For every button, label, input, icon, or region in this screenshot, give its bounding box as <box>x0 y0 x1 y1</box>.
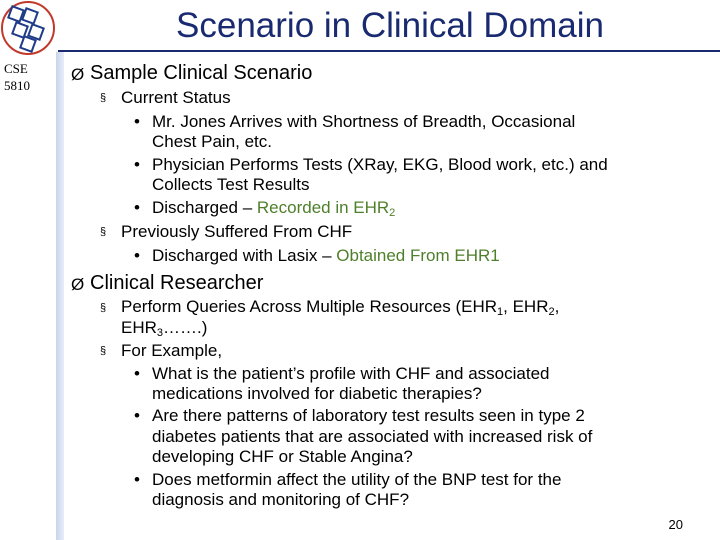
item4-green-text: Obtained From EHR1 <box>336 246 500 265</box>
dot-bullet-icon: • <box>134 112 140 131</box>
current-status-label: Current Status <box>121 88 231 107</box>
perform-b2: …….) <box>163 318 208 337</box>
item4-line <box>152 246 500 266</box>
arrow-bullet-icon: Ø <box>71 275 85 294</box>
arrow-bullet-icon: Ø <box>71 65 85 84</box>
section-heading-1: Sample Clinical Scenario <box>90 62 313 84</box>
q2-line-b: diabetes patients that are associated with increased risk of <box>152 427 593 446</box>
dot-bullet-icon: • <box>134 364 140 383</box>
sidebar-bar <box>56 52 64 540</box>
course-label <box>4 60 50 94</box>
square-bullet-icon: § <box>100 345 107 357</box>
perform-sub2: 2 <box>548 306 555 318</box>
slide-title: Scenario in Clinical Domain <box>176 6 604 45</box>
course-line-2: 5810 <box>4 78 30 93</box>
university-logo <box>0 0 56 56</box>
dot-bullet-icon: • <box>134 246 140 265</box>
item2-line-b: Collects Test Results <box>152 175 310 194</box>
item4-text: Discharged with Lasix – <box>152 246 337 265</box>
perform-line-b <box>121 318 207 338</box>
page-number: 20 <box>668 517 683 532</box>
perform-line-a <box>121 297 559 317</box>
item1-line-b: Chest Pain, etc. <box>152 132 273 151</box>
previously-label: Previously Suffered From CHF <box>121 222 353 241</box>
square-bullet-icon: § <box>100 226 107 238</box>
perform-b1: EHR <box>121 318 157 337</box>
title-underline <box>58 50 720 52</box>
dot-bullet-icon: • <box>134 155 140 174</box>
course-line-1: CSE <box>4 61 28 76</box>
for-example-label: For Example, <box>121 341 223 360</box>
perform-sub3: 3 <box>156 327 164 339</box>
q2-line-c: developing CHF or Stable Angina? <box>152 447 413 466</box>
item3-line <box>152 198 395 218</box>
item1-line-a: Mr. Jones Arrives with Shortness of Breadth, Occasional <box>152 112 576 131</box>
q1-line-a: What is the patient’s profile with CHF and associated <box>152 364 550 383</box>
perform-sub1: 1 <box>497 306 504 318</box>
section-heading-2: Clinical Researcher <box>90 272 264 294</box>
perform-text: Perform Queries Across Multiple Resources (EHR <box>121 297 498 316</box>
perform-end: , <box>554 297 560 316</box>
q1-line-b: medications involved for diabetic therapies? <box>152 384 482 403</box>
square-bullet-icon: § <box>100 302 107 314</box>
item3-subscript: 2 <box>389 207 396 219</box>
q3-line-b: diagnosis and monitoring of CHF? <box>152 490 410 509</box>
dot-bullet-icon: • <box>134 406 140 425</box>
item2-line-a: Physician Performs Tests (XRay, EKG, Blood work, etc.) and <box>152 155 608 174</box>
q3-line-a: Does metformin affect the utility of the BNP test for the <box>152 470 562 489</box>
q2-line-a: Are there patterns of laboratory test results seen in type 2 <box>152 406 585 425</box>
square-bullet-icon: § <box>100 92 107 104</box>
item3-green-text: Recorded in EHR <box>256 198 390 217</box>
item3-text: Discharged – <box>152 198 257 217</box>
dot-bullet-icon: • <box>134 470 140 489</box>
perform-mid: , EHR <box>503 297 549 316</box>
dot-bullet-icon: • <box>134 198 140 217</box>
